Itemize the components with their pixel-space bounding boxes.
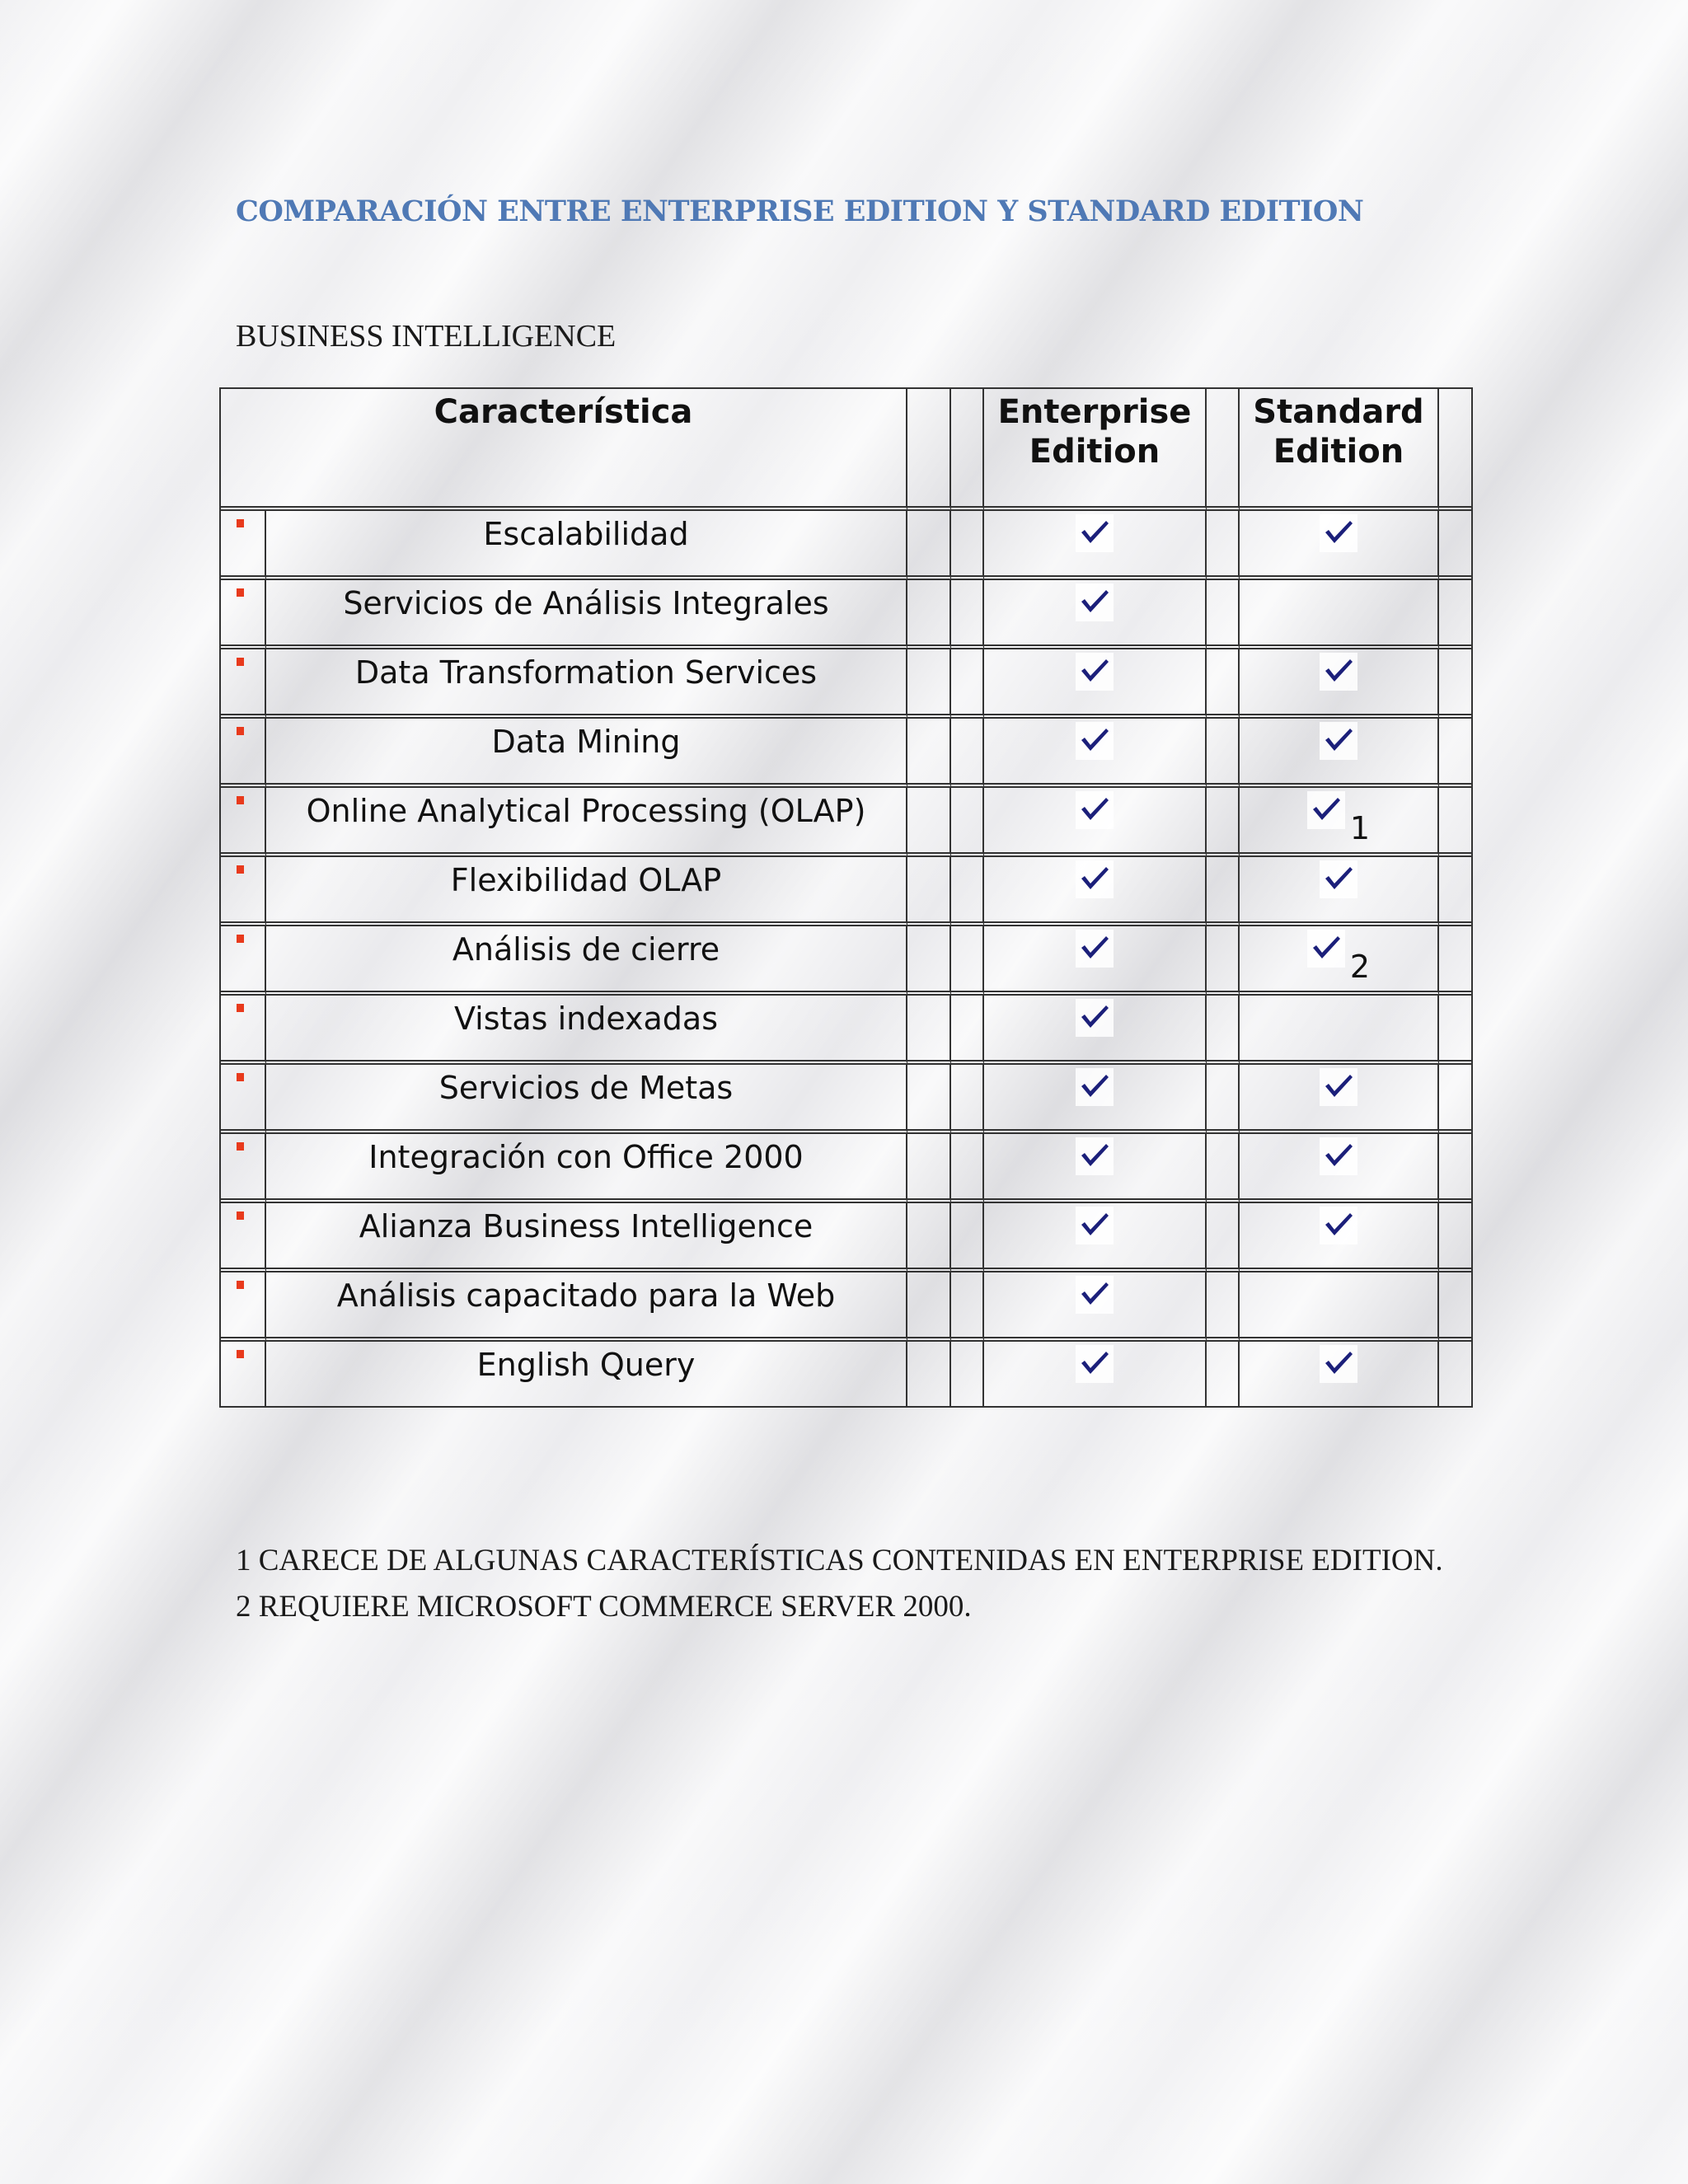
spacer-cell [1207, 1342, 1240, 1406]
spacer-cell [1439, 788, 1471, 857]
footnote-marker: 2 [1349, 949, 1371, 985]
checkmark-icon [1076, 1276, 1114, 1314]
table-row [221, 1342, 1471, 1406]
spacer-cell [1439, 996, 1471, 1065]
spacer-cell [907, 1134, 951, 1203]
bullet-icon [237, 1073, 244, 1081]
checkmark-icon [1320, 1068, 1357, 1106]
feature-name: Análisis capacitado para la Web [266, 1272, 907, 1342]
checkmark-icon [1320, 860, 1357, 898]
spacer-cell [951, 926, 984, 996]
spacer-cell [1207, 1065, 1240, 1134]
spacer-cell [1439, 857, 1471, 926]
spacer-cell [951, 1203, 984, 1272]
bullet-cell [221, 1134, 266, 1203]
standard-cell [1240, 1134, 1439, 1203]
table-row [221, 649, 1471, 719]
section-heading: BUSINESS INTELLIGENCE [236, 319, 617, 354]
spacer-cell [907, 996, 951, 1065]
bullet-icon [237, 519, 244, 527]
spacer-cell [907, 511, 951, 580]
bullet-cell [221, 857, 266, 926]
enterprise-cell [984, 1134, 1207, 1203]
bullet-icon [237, 1142, 244, 1151]
feature-name: Flexibilidad OLAP [266, 857, 907, 926]
spacer-cell [1439, 1342, 1471, 1406]
standard-cell [1240, 719, 1439, 788]
feature-name: Integración con Office 2000 [266, 1134, 907, 1203]
enterprise-cell [984, 719, 1207, 788]
spacer-cell [951, 857, 984, 926]
bullet-cell [221, 580, 266, 649]
table-row [221, 1065, 1471, 1134]
spacer-cell [1439, 926, 1471, 996]
bullet-cell [221, 996, 266, 1065]
feature-name: Data Transformation Services [266, 649, 907, 719]
spacer-cell [1207, 996, 1240, 1065]
enterprise-cell [984, 649, 1207, 719]
table-row [221, 1203, 1471, 1272]
footnotes [236, 1538, 1443, 1630]
table-row [221, 719, 1471, 788]
bullet-icon [237, 588, 244, 597]
spacer-cell [1439, 580, 1471, 649]
table-row [221, 996, 1471, 1065]
standard-cell [1240, 649, 1439, 719]
spacer-cell [907, 1203, 951, 1272]
standard-cell [1240, 580, 1439, 649]
spacer-cell [1439, 1272, 1471, 1342]
standard-cell [1240, 1272, 1439, 1342]
bullet-cell [221, 1342, 266, 1406]
enterprise-cell [984, 511, 1207, 580]
bullet-icon [237, 658, 244, 666]
bullet-cell [221, 788, 266, 857]
spacer-cell [951, 719, 984, 788]
footnote-1: 1 CARECE DE ALGUNAS CARACTERÍSTICAS CONTENIDAS EN ENTERPRISE EDITION. [236, 1544, 1443, 1577]
bullet-icon [237, 1350, 244, 1358]
standard-cell [1240, 857, 1439, 926]
spacer-cell [951, 996, 984, 1065]
enterprise-cell [984, 1272, 1207, 1342]
spacer-cell [951, 1065, 984, 1134]
checkmark-icon [1076, 653, 1114, 691]
checkmark-icon [1320, 1137, 1357, 1175]
checkmark-icon [1076, 1207, 1114, 1244]
spacer-cell [907, 857, 951, 926]
bullet-icon [237, 1281, 244, 1289]
checkmark-icon [1307, 930, 1345, 968]
spacer-cell [951, 649, 984, 719]
feature-name: English Query [266, 1342, 907, 1406]
standard-cell [1240, 788, 1439, 857]
bullet-cell [221, 511, 266, 580]
header-spacer [907, 389, 951, 511]
bullet-cell [221, 1203, 266, 1272]
standard-cell [1240, 1342, 1439, 1406]
table-row [221, 788, 1471, 857]
table-header-row [221, 389, 1471, 511]
footnote-marker: 1 [1349, 810, 1371, 846]
bullet-icon [237, 1004, 244, 1012]
checkmark-icon [1320, 722, 1357, 760]
spacer-cell [1439, 719, 1471, 788]
checkmark-icon [1307, 791, 1345, 829]
enterprise-cell [984, 1342, 1207, 1406]
spacer-cell [951, 788, 984, 857]
feature-name: Data Mining [266, 719, 907, 788]
spacer-cell [1439, 1065, 1471, 1134]
standard-cell [1240, 1065, 1439, 1134]
spacer-cell [907, 788, 951, 857]
header-feature: Característica [221, 389, 907, 511]
header-standard: Standard Edition [1240, 389, 1439, 511]
spacer-cell [951, 511, 984, 580]
enterprise-cell [984, 580, 1207, 649]
spacer-cell [1207, 649, 1240, 719]
header-spacer [951, 389, 984, 511]
spacer-cell [907, 1272, 951, 1342]
checkmark-icon [1076, 1345, 1114, 1383]
enterprise-cell [984, 996, 1207, 1065]
table-row [221, 926, 1471, 996]
checkmark-icon [1076, 791, 1114, 829]
checkmark-icon [1320, 653, 1357, 691]
bullet-icon [237, 727, 244, 735]
feature-name: Análisis de cierre [266, 926, 907, 996]
spacer-cell [1207, 719, 1240, 788]
checkmark-icon [1076, 722, 1114, 760]
spacer-cell [1207, 580, 1240, 649]
spacer-cell [1207, 511, 1240, 580]
checkmark-icon [1076, 930, 1114, 968]
table-row [221, 1134, 1471, 1203]
spacer-cell [1207, 926, 1240, 996]
bullet-icon [237, 935, 244, 943]
bullet-cell [221, 649, 266, 719]
enterprise-cell [984, 1203, 1207, 1272]
comparison-table [219, 387, 1473, 1408]
spacer-cell [1207, 857, 1240, 926]
checkmark-icon [1076, 1068, 1114, 1106]
bullet-cell [221, 926, 266, 996]
spacer-cell [1439, 511, 1471, 580]
table-row [221, 511, 1471, 580]
checkmark-icon [1076, 1137, 1114, 1175]
spacer-cell [1207, 1203, 1240, 1272]
spacer-cell [1207, 788, 1240, 857]
enterprise-cell [984, 857, 1207, 926]
bullet-cell [221, 719, 266, 788]
standard-cell [1240, 926, 1439, 996]
spacer-cell [907, 1065, 951, 1134]
standard-cell [1240, 1203, 1439, 1272]
table-row [221, 857, 1471, 926]
table-row [221, 580, 1471, 649]
feature-name: Alianza Business Intelligence [266, 1203, 907, 1272]
document-title: COMPARACIÓN ENTRE ENTERPRISE EDITION Y STANDARD EDITION [236, 194, 1364, 228]
enterprise-cell [984, 926, 1207, 996]
header-spacer [1207, 389, 1240, 511]
feature-name: Servicios de Análisis Integrales [266, 580, 907, 649]
checkmark-icon [1076, 860, 1114, 898]
feature-name: Vistas indexadas [266, 996, 907, 1065]
spacer-cell [907, 649, 951, 719]
standard-cell [1240, 511, 1439, 580]
bullet-icon [237, 865, 244, 874]
spacer-cell [1439, 1134, 1471, 1203]
bullet-cell [221, 1065, 266, 1134]
spacer-cell [951, 1272, 984, 1342]
spacer-cell [1207, 1272, 1240, 1342]
spacer-cell [951, 580, 984, 649]
header-enterprise: Enterprise Edition [984, 389, 1207, 511]
feature-name: Escalabilidad [266, 511, 907, 580]
spacer-cell [1439, 1203, 1471, 1272]
spacer-cell [951, 1342, 984, 1406]
bullet-icon [237, 796, 244, 804]
spacer-cell [907, 719, 951, 788]
spacer-cell [951, 1134, 984, 1203]
spacer-cell [1439, 649, 1471, 719]
table-row [221, 1272, 1471, 1342]
bullet-icon [237, 1212, 244, 1220]
checkmark-icon [1076, 514, 1114, 552]
feature-name: Online Analytical Processing (OLAP) [266, 788, 907, 857]
feature-name: Servicios de Metas [266, 1065, 907, 1134]
bullet-cell [221, 1272, 266, 1342]
spacer-cell [907, 926, 951, 996]
standard-cell [1240, 996, 1439, 1065]
checkmark-icon [1320, 514, 1357, 552]
checkmark-icon [1076, 999, 1114, 1037]
checkmark-icon [1076, 583, 1114, 621]
header-spacer [1439, 389, 1471, 511]
checkmark-icon [1320, 1345, 1357, 1383]
spacer-cell [1207, 1134, 1240, 1203]
enterprise-cell [984, 788, 1207, 857]
checkmark-icon [1320, 1207, 1357, 1244]
spacer-cell [907, 1342, 951, 1406]
enterprise-cell [984, 1065, 1207, 1134]
spacer-cell [907, 580, 951, 649]
footnote-2: 2 REQUIERE MICROSOFT COMMERCE SERVER 2000. [236, 1590, 972, 1624]
